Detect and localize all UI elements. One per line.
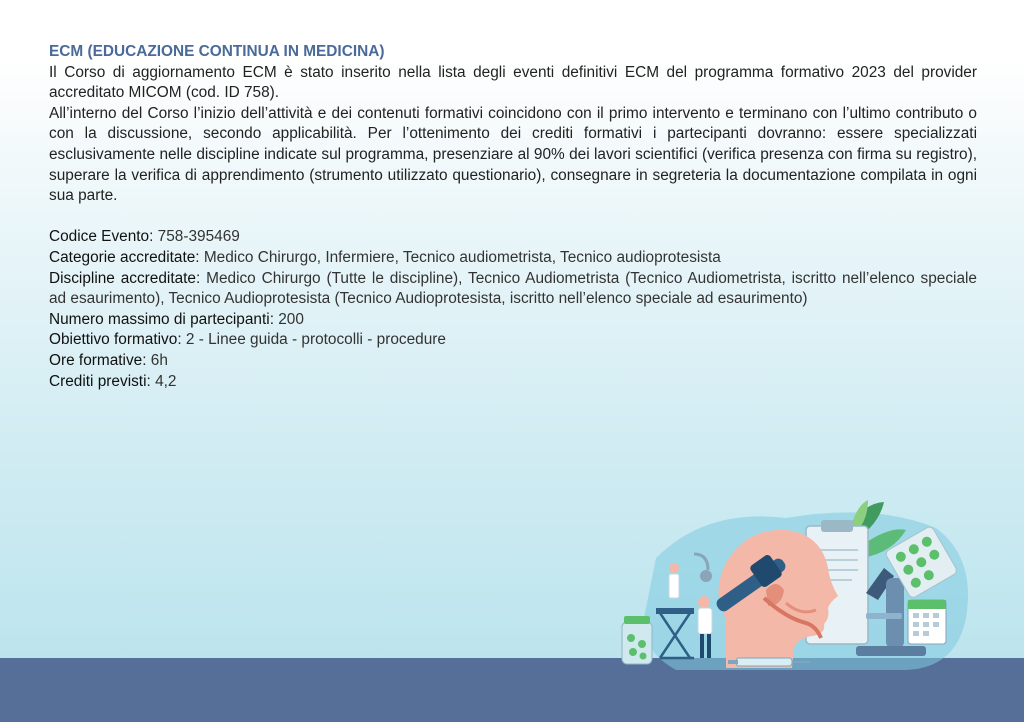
- ear-examination-illustration: [616, 498, 976, 678]
- field-label: Crediti previsti: [49, 372, 147, 390]
- intro-paragraph: Il Corso di aggiornamento ECM è stato inserito nella lista degli eventi definitivi ECM del programma formativo 2023 del provider accreditato MICOM (cod. ID 758).: [49, 63, 977, 102]
- field-label: Ore formative: [49, 351, 143, 369]
- field-ore-formative: Ore formative: 6h: [49, 351, 168, 369]
- field-value: Medico Chirurgo (Tutte le discipline), Tecnico Audiometrista (Tecnico Audiometrista, iscritto nell’elenco speciale ad esaurimento), Tecnico Audioprotesista (Tecnico Audioprotesista, iscritto nell’elenco speciale ad esaurimento): [49, 269, 977, 308]
- field-label: Discipline accreditate: [49, 269, 196, 287]
- field-value: 758-395469: [157, 228, 240, 246]
- field-discipline-accreditate: Discipline accreditate: Medico Chirurgo (Tutte le discipline), Tecnico Audiometrista (Tecnico Audiometrista, iscritto nell’elenco speciale ad esaurimento), Tecnico Audioprotesista (Tecnico Audioprotesista, iscritto nell’elenco speciale ad esaurimento): [49, 269, 977, 308]
- field-label: Codice Evento: [49, 228, 150, 246]
- field-label: Categorie accreditate: [49, 248, 196, 266]
- field-value: Medico Chirurgo, Infermiere, Tecnico audiometrista, Tecnico audioprotesista: [203, 248, 721, 266]
- field-numero-partecipanti: Numero massimo di partecipanti: 200: [49, 310, 304, 328]
- field-label: Obiettivo formativo: [49, 331, 178, 349]
- field-value: 4,2: [155, 372, 177, 390]
- field-codice-evento: Codice Evento: 758-395469: [49, 228, 240, 246]
- requirements-paragraph: All’interno del Corso l’inizio dell’attività e dei contenuti formativi coincidono con il primo intervento e terminano con l’ultimo contributo o con la discussione, secondo applicabilità. Per l’ottenimento dei crediti formativi i partecipanti dovranno: essere specializzati esclusivamente nelle discipline indicate sul programma, presenziare al 90% dei lavori scientifici (verifica presenza con firma su registro), superare la verifica di apprendimento (strumento utilizzato questionario), consegnare in segreteria la documentazione compilata in ogni sua parte.: [49, 104, 977, 205]
- field-obiettivo-formativo: Obiettivo formativo: 2 - Linee guida - protocolli - procedure: [49, 331, 446, 349]
- field-value: 6h: [150, 351, 168, 369]
- field-value: 2 - Linee guida - protocolli - procedure: [185, 331, 446, 349]
- field-crediti-previsti: Crediti previsti: 4,2: [49, 372, 177, 390]
- ecm-section: [49, 42, 977, 392]
- field-value: 200: [278, 310, 304, 328]
- field-categorie-accreditate: Categorie accreditate: Medico Chirurgo, Infermiere, Tecnico audiometrista, Tecnico audioprotesista: [49, 248, 721, 266]
- field-label: Numero massimo di partecipanti: [49, 310, 270, 328]
- section-heading: ECM (EDUCAZIONE CONTINUA IN MEDICINA): [49, 43, 385, 60]
